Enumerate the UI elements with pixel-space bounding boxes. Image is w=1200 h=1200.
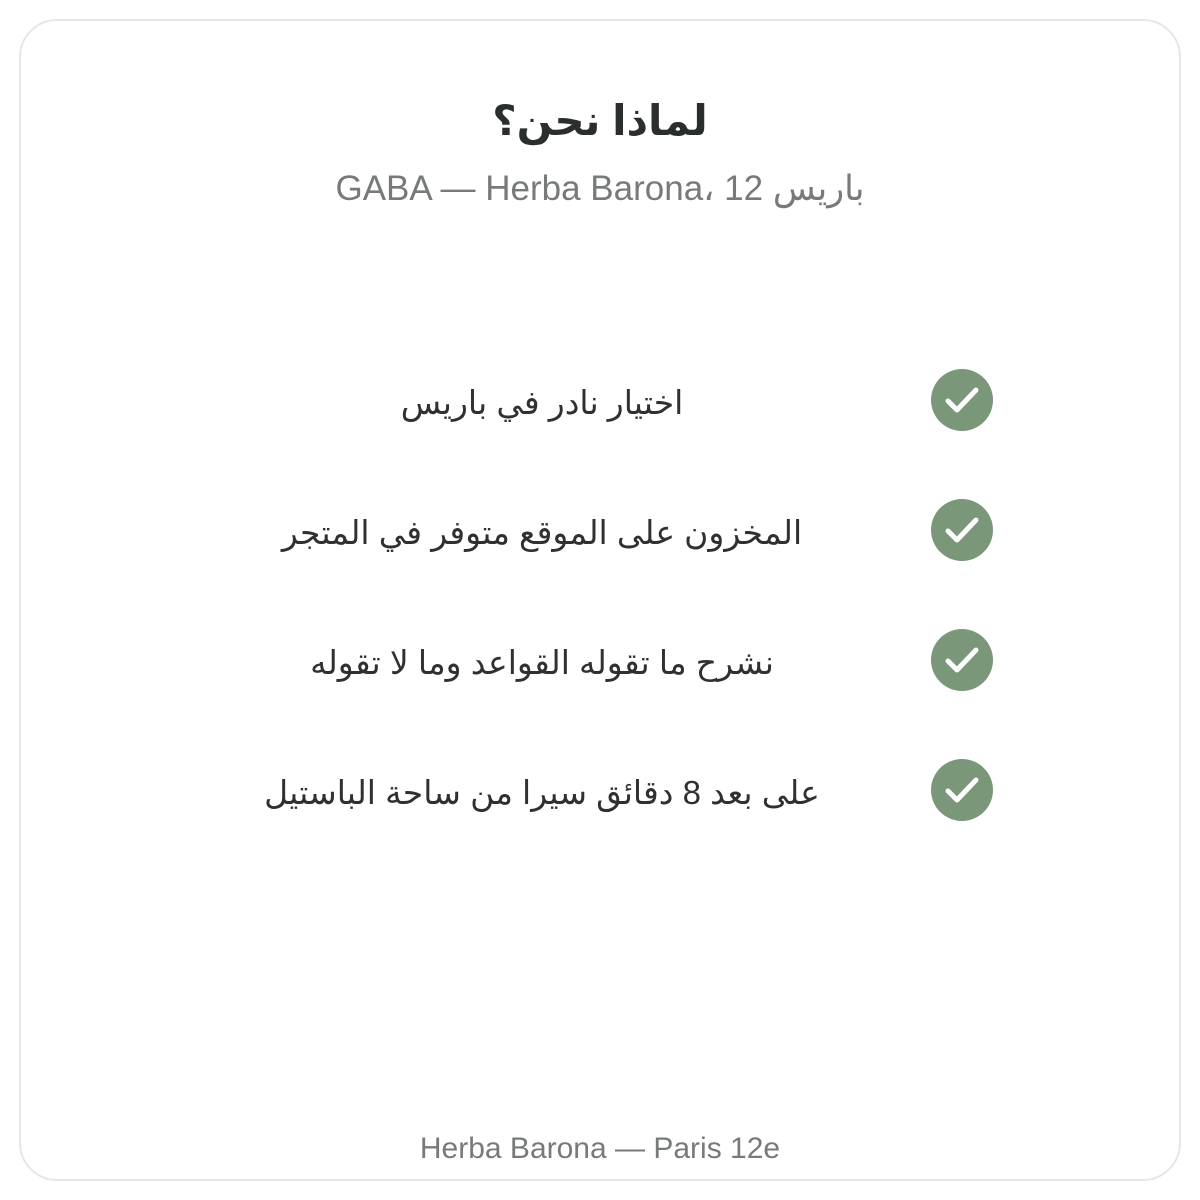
feature-text: نشرح ما تقوله القواعد وما لا تقوله [310,644,774,681]
why-us-card [19,19,1181,1181]
check-circle-icon [931,499,993,561]
feature-text: اختيار نادر في باريس [400,384,684,421]
footer-text: Herba Barona — Paris 12e [419,1132,781,1165]
feature-list [21,367,1179,887]
feature-text: المخزون على الموقع متوفر في المتجر [281,514,803,551]
page-title: لماذا نحن؟ [492,97,708,144]
check-circle-icon [931,759,993,821]
feature-item [21,367,1179,497]
feature-item [21,757,1179,887]
feature-text: على بعد 8 دقائق سيرا من ساحة الباستيل [264,774,820,811]
feature-item [21,497,1179,627]
check-circle-icon [931,369,993,431]
feature-item [21,627,1179,757]
check-circle-icon [931,629,993,691]
page-subtitle: GABA — Herba Barona، 12 باريس [335,169,865,208]
